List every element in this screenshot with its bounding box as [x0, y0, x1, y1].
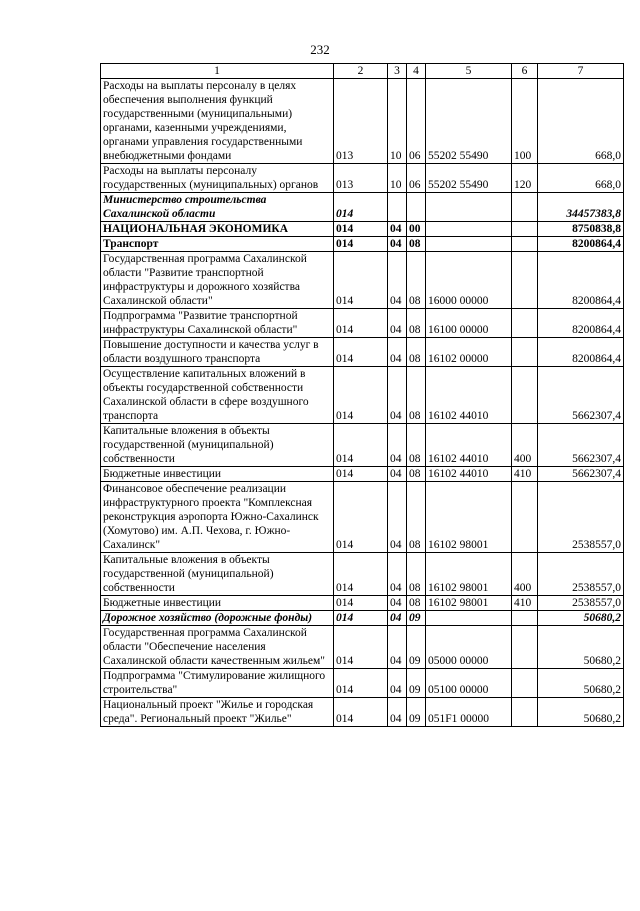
expense-type-cell — [512, 237, 538, 252]
target-article-cell: 16102 98001 — [426, 553, 512, 596]
table-row — [101, 237, 624, 252]
section-code-cell: 04 — [388, 611, 407, 626]
target-article-cell: 16102 00000 — [426, 338, 512, 367]
target-article-cell: 16102 44010 — [426, 424, 512, 467]
amount-cell: 8200864,4 — [538, 252, 624, 309]
expense-type-cell — [512, 252, 538, 309]
expense-type-cell — [512, 222, 538, 237]
subsection-code-cell: 09 — [407, 611, 426, 626]
grbs-code-cell: 014 — [334, 252, 388, 309]
grbs-code-cell: 014 — [334, 698, 388, 727]
amount-cell: 5662307,4 — [538, 467, 624, 482]
amount-cell: 5662307,4 — [538, 424, 624, 467]
grbs-code-cell: 014 — [334, 596, 388, 611]
target-article-cell: 16000 00000 — [426, 252, 512, 309]
table-row — [101, 669, 624, 698]
target-article-cell: 55202 55490 — [426, 164, 512, 193]
expense-type-cell — [512, 669, 538, 698]
target-article-cell: 16100 00000 — [426, 309, 512, 338]
row-name-cell: Финансовое обеспечение реализации инфраструктурного проекта "Комплексная реконструкция аэропорта Южно-Сахалинск (Хомутово) им. А.П. Чехова, г. Южно-Сахалинск" — [101, 482, 334, 553]
subsection-code-cell: 06 — [407, 79, 426, 164]
expense-type-cell: 400 — [512, 424, 538, 467]
subsection-code-cell: 08 — [407, 309, 426, 338]
amount-cell: 8200864,4 — [538, 309, 624, 338]
expense-type-cell — [512, 367, 538, 424]
row-name-cell: Капитальные вложения в объекты государственной (муниципальной) собственности — [101, 553, 334, 596]
table-row — [101, 309, 624, 338]
subsection-code-cell: 08 — [407, 596, 426, 611]
section-code-cell: 04 — [388, 482, 407, 553]
section-code-cell: 04 — [388, 467, 407, 482]
section-code-cell: 04 — [388, 596, 407, 611]
grbs-code-cell: 014 — [334, 338, 388, 367]
table-header-row — [101, 64, 624, 79]
amount-cell: 8200864,4 — [538, 338, 624, 367]
row-name-cell: НАЦИОНАЛЬНАЯ ЭКОНОМИКА — [101, 222, 334, 237]
amount-cell: 8750838,8 — [538, 222, 624, 237]
subsection-code-cell — [407, 193, 426, 222]
section-code-cell: 04 — [388, 338, 407, 367]
amount-cell: 8200864,4 — [538, 237, 624, 252]
table-row — [101, 252, 624, 309]
target-article-cell — [426, 237, 512, 252]
row-name-cell: Подпрограмма "Развитие транспортной инфраструктуры Сахалинской области" — [101, 309, 334, 338]
amount-cell: 2538557,0 — [538, 482, 624, 553]
row-name-cell: Государственная программа Сахалинской области "Развитие транспортной инфраструктуры и дорожного хозяйства Сахалинской области" — [101, 252, 334, 309]
target-article-cell: 55202 55490 — [426, 79, 512, 164]
subsection-code-cell: 09 — [407, 626, 426, 669]
target-article-cell: 16102 44010 — [426, 367, 512, 424]
amount-cell: 50680,2 — [538, 698, 624, 727]
subsection-code-cell: 08 — [407, 338, 426, 367]
column-header: 5 — [426, 64, 512, 79]
table-row — [101, 553, 624, 596]
amount-cell: 2538557,0 — [538, 553, 624, 596]
target-article-cell — [426, 611, 512, 626]
grbs-code-cell: 014 — [334, 193, 388, 222]
page-number: 232 — [310, 42, 330, 57]
amount-cell: 50680,2 — [538, 669, 624, 698]
table-row — [101, 79, 624, 164]
grbs-code-cell: 013 — [334, 79, 388, 164]
subsection-code-cell: 08 — [407, 252, 426, 309]
row-name-cell: Капитальные вложения в объекты государственной (муниципальной) собственности — [101, 424, 334, 467]
table-row — [101, 424, 624, 467]
subsection-code-cell: 09 — [407, 669, 426, 698]
grbs-code-cell: 014 — [334, 669, 388, 698]
grbs-code-cell: 014 — [334, 626, 388, 669]
row-name-cell: Министерство строительства Сахалинской области — [101, 193, 334, 222]
amount-cell: 50680,2 — [538, 611, 624, 626]
target-article-cell: 05000 00000 — [426, 626, 512, 669]
subsection-code-cell: 08 — [407, 482, 426, 553]
expense-type-cell — [512, 309, 538, 338]
amount-cell: 668,0 — [538, 164, 624, 193]
row-name-cell: Расходы на выплаты персоналу в целях обеспечения выполнения функций государственными (муниципальными) органами, казенными учреждениями, органами управления государственными внебюджетными фондами — [101, 79, 334, 164]
section-code-cell: 04 — [388, 626, 407, 669]
target-article-cell: 051F1 00000 — [426, 698, 512, 727]
section-code-cell: 04 — [388, 252, 407, 309]
section-code-cell: 04 — [388, 367, 407, 424]
expense-type-cell: 120 — [512, 164, 538, 193]
section-code-cell: 04 — [388, 222, 407, 237]
table-row — [101, 611, 624, 626]
expense-type-cell — [512, 698, 538, 727]
grbs-code-cell: 014 — [334, 424, 388, 467]
amount-cell: 5662307,4 — [538, 367, 624, 424]
column-header: 1 — [101, 64, 334, 79]
expense-type-cell: 410 — [512, 467, 538, 482]
target-article-cell: 16102 98001 — [426, 596, 512, 611]
row-name-cell: Повышение доступности и качества услуг в области воздушного транспорта — [101, 338, 334, 367]
section-code-cell: 10 — [388, 164, 407, 193]
row-name-cell: Бюджетные инвестиции — [101, 467, 334, 482]
grbs-code-cell: 014 — [334, 309, 388, 338]
table-row — [101, 467, 624, 482]
section-code-cell: 04 — [388, 424, 407, 467]
target-article-cell: 05100 00000 — [426, 669, 512, 698]
amount-cell: 668,0 — [538, 79, 624, 164]
row-name-cell: Бюджетные инвестиции — [101, 596, 334, 611]
amount-cell: 34457383,8 — [538, 193, 624, 222]
grbs-code-cell: 014 — [334, 467, 388, 482]
table-row — [101, 222, 624, 237]
column-header: 7 — [538, 64, 624, 79]
grbs-code-cell: 014 — [334, 611, 388, 626]
table-row — [101, 596, 624, 611]
column-header: 6 — [512, 64, 538, 79]
grbs-code-cell: 014 — [334, 367, 388, 424]
table-row — [101, 626, 624, 669]
subsection-code-cell: 08 — [407, 553, 426, 596]
subsection-code-cell: 08 — [407, 467, 426, 482]
target-article-cell — [426, 193, 512, 222]
subsection-code-cell: 08 — [407, 367, 426, 424]
grbs-code-cell: 014 — [334, 237, 388, 252]
target-article-cell — [426, 222, 512, 237]
section-code-cell: 04 — [388, 669, 407, 698]
subsection-code-cell: 08 — [407, 237, 426, 252]
table-row — [101, 367, 624, 424]
section-code-cell: 04 — [388, 698, 407, 727]
column-header: 2 — [334, 64, 388, 79]
grbs-code-cell: 013 — [334, 164, 388, 193]
column-header: 3 — [388, 64, 407, 79]
amount-cell: 50680,2 — [538, 626, 624, 669]
section-code-cell: 04 — [388, 237, 407, 252]
target-article-cell: 16102 44010 — [426, 467, 512, 482]
row-name-cell: Подпрограмма "Стимулирование жилищного строительства" — [101, 669, 334, 698]
row-name-cell: Дорожное хозяйство (дорожные фонды) — [101, 611, 334, 626]
subsection-code-cell: 06 — [407, 164, 426, 193]
row-name-cell: Транспорт — [101, 237, 334, 252]
table-row — [101, 698, 624, 727]
expense-type-cell: 100 — [512, 79, 538, 164]
expense-type-cell: 410 — [512, 596, 538, 611]
table-row — [101, 482, 624, 553]
expense-type-cell — [512, 193, 538, 222]
row-name-cell: Национальный проект "Жилье и городская среда". Региональный проект "Жилье" — [101, 698, 334, 727]
row-name-cell: Осуществление капитальных вложений в объекты государственной собственности Сахалинской области в сфере воздушного транспорта — [101, 367, 334, 424]
row-name-cell: Расходы на выплаты персоналу государственных (муниципальных) органов — [101, 164, 334, 193]
column-header: 4 — [407, 64, 426, 79]
subsection-code-cell: 09 — [407, 698, 426, 727]
target-article-cell: 16102 98001 — [426, 482, 512, 553]
expense-type-cell — [512, 626, 538, 669]
table-row — [101, 338, 624, 367]
section-code-cell: 04 — [388, 553, 407, 596]
table-row — [101, 193, 624, 222]
budget-table — [100, 63, 624, 727]
grbs-code-cell: 014 — [334, 482, 388, 553]
subsection-code-cell: 08 — [407, 424, 426, 467]
subsection-code-cell: 00 — [407, 222, 426, 237]
section-code-cell — [388, 193, 407, 222]
expense-type-cell — [512, 611, 538, 626]
section-code-cell: 10 — [388, 79, 407, 164]
grbs-code-cell: 014 — [334, 222, 388, 237]
grbs-code-cell: 014 — [334, 553, 388, 596]
row-name-cell: Государственная программа Сахалинской области "Обеспечение населения Сахалинской области качественным жильем" — [101, 626, 334, 669]
expense-type-cell — [512, 482, 538, 553]
expense-type-cell: 400 — [512, 553, 538, 596]
expense-type-cell — [512, 338, 538, 367]
amount-cell: 2538557,0 — [538, 596, 624, 611]
section-code-cell: 04 — [388, 309, 407, 338]
table-row — [101, 164, 624, 193]
